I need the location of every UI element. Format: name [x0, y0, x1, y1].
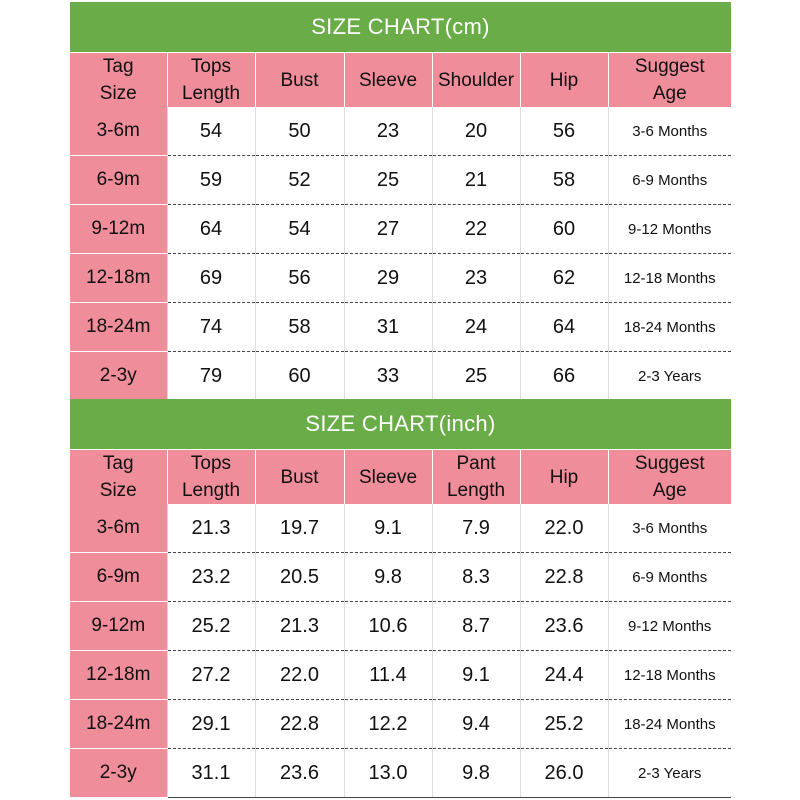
table-cell: 27	[344, 205, 432, 254]
column-header: Tops Length	[167, 53, 255, 108]
table-cell: 25.2	[167, 602, 255, 651]
table-cell: 25	[432, 352, 520, 401]
size-chart-inch-title: SIZE CHART(inch)	[70, 399, 731, 449]
column-header: Tag Size	[70, 450, 167, 505]
size-chart-cm-table	[70, 52, 731, 401]
table-cell: 24	[432, 303, 520, 352]
header-row	[70, 53, 731, 108]
column-header: Suggest Age	[608, 450, 731, 505]
tag-size-cell: 18-24m	[70, 700, 167, 749]
table-cell: 31.1	[167, 749, 255, 798]
table-cell: 60	[255, 352, 344, 401]
table-cell: 23	[432, 254, 520, 303]
table-cell: 59	[167, 156, 255, 205]
table-row	[70, 651, 731, 700]
table-row	[70, 602, 731, 651]
tag-size-cell: 3-6m	[70, 107, 167, 156]
table-cell: 56	[255, 254, 344, 303]
table-cell: 7.9	[432, 504, 520, 553]
table-cell: 9.1	[344, 504, 432, 553]
table-cell: 52	[255, 156, 344, 205]
column-header: Pant Length	[432, 450, 520, 505]
size-chart-inch	[70, 399, 731, 798]
table-cell: 64	[167, 205, 255, 254]
tag-size-cell: 6-9m	[70, 553, 167, 602]
table-cell: 54	[167, 107, 255, 156]
table-cell: 9.8	[344, 553, 432, 602]
tag-size-cell: 6-9m	[70, 156, 167, 205]
table-cell: 6-9 Months	[608, 156, 731, 205]
table-cell: 27.2	[167, 651, 255, 700]
table-cell: 21.3	[255, 602, 344, 651]
table-cell: 9.4	[432, 700, 520, 749]
size-chart-inch-body	[70, 450, 731, 798]
table-cell: 64	[520, 303, 608, 352]
size-chart-cm	[70, 2, 731, 401]
table-cell: 22	[432, 205, 520, 254]
column-header: Bust	[255, 53, 344, 108]
table-cell: 3-6 Months	[608, 107, 731, 156]
table-cell: 69	[167, 254, 255, 303]
table-cell: 29	[344, 254, 432, 303]
table-cell: 22.8	[255, 700, 344, 749]
table-cell: 19.7	[255, 504, 344, 553]
table-cell: 50	[255, 107, 344, 156]
table-cell: 58	[255, 303, 344, 352]
table-cell: 18-24 Months	[608, 700, 731, 749]
table-cell: 62	[520, 254, 608, 303]
table-cell: 3-6 Months	[608, 504, 731, 553]
column-header: Sleeve	[344, 450, 432, 505]
table-cell: 18-24 Months	[608, 303, 731, 352]
table-cell: 8.7	[432, 602, 520, 651]
table-cell: 56	[520, 107, 608, 156]
table-cell: 54	[255, 205, 344, 254]
table-cell: 66	[520, 352, 608, 401]
table-cell: 2-3 Years	[608, 352, 731, 401]
header-row	[70, 450, 731, 505]
column-header: Shoulder	[432, 53, 520, 108]
table-row	[70, 749, 731, 798]
table-row	[70, 205, 731, 254]
table-cell: 25	[344, 156, 432, 205]
table-cell: 22.0	[520, 504, 608, 553]
tag-size-cell: 3-6m	[70, 504, 167, 553]
column-header: Suggest Age	[608, 53, 731, 108]
column-header: Hip	[520, 53, 608, 108]
table-cell: 60	[520, 205, 608, 254]
table-cell: 31	[344, 303, 432, 352]
table-row	[70, 156, 731, 205]
table-cell: 21.3	[167, 504, 255, 553]
table-cell: 58	[520, 156, 608, 205]
tag-size-cell: 12-18m	[70, 651, 167, 700]
tag-size-cell: 18-24m	[70, 303, 167, 352]
table-row	[70, 352, 731, 401]
table-cell: 13.0	[344, 749, 432, 798]
table-row	[70, 553, 731, 602]
column-header: Bust	[255, 450, 344, 505]
column-header: Sleeve	[344, 53, 432, 108]
table-cell: 33	[344, 352, 432, 401]
size-chart-inch-table	[70, 449, 731, 798]
table-row	[70, 303, 731, 352]
table-cell: 23	[344, 107, 432, 156]
table-cell: 25.2	[520, 700, 608, 749]
size-chart-cm-body	[70, 53, 731, 401]
table-cell: 8.3	[432, 553, 520, 602]
table-cell: 74	[167, 303, 255, 352]
table-cell: 23.2	[167, 553, 255, 602]
column-header: Hip	[520, 450, 608, 505]
table-cell: 9.1	[432, 651, 520, 700]
table-cell: 20	[432, 107, 520, 156]
table-cell: 23.6	[255, 749, 344, 798]
table-cell: 2-3 Years	[608, 749, 731, 798]
table-cell: 21	[432, 156, 520, 205]
tag-size-cell: 2-3y	[70, 749, 167, 798]
table-cell: 22.8	[520, 553, 608, 602]
table-cell: 23.6	[520, 602, 608, 651]
tag-size-cell: 12-18m	[70, 254, 167, 303]
table-cell: 6-9 Months	[608, 553, 731, 602]
table-row	[70, 107, 731, 156]
table-cell: 9-12 Months	[608, 205, 731, 254]
size-chart-cm-title: SIZE CHART(cm)	[70, 2, 731, 52]
tag-size-cell: 2-3y	[70, 352, 167, 401]
tag-size-cell: 9-12m	[70, 205, 167, 254]
table-cell: 79	[167, 352, 255, 401]
table-row	[70, 504, 731, 553]
tag-size-cell: 9-12m	[70, 602, 167, 651]
table-cell: 12-18 Months	[608, 651, 731, 700]
table-cell: 9-12 Months	[608, 602, 731, 651]
table-cell: 11.4	[344, 651, 432, 700]
column-header: Tag Size	[70, 53, 167, 108]
table-cell: 26.0	[520, 749, 608, 798]
table-cell: 12-18 Months	[608, 254, 731, 303]
column-header: Tops Length	[167, 450, 255, 505]
table-cell: 24.4	[520, 651, 608, 700]
table-cell: 10.6	[344, 602, 432, 651]
table-cell: 12.2	[344, 700, 432, 749]
table-cell: 20.5	[255, 553, 344, 602]
table-row	[70, 700, 731, 749]
table-row	[70, 254, 731, 303]
table-cell: 22.0	[255, 651, 344, 700]
table-cell: 9.8	[432, 749, 520, 798]
table-cell: 29.1	[167, 700, 255, 749]
